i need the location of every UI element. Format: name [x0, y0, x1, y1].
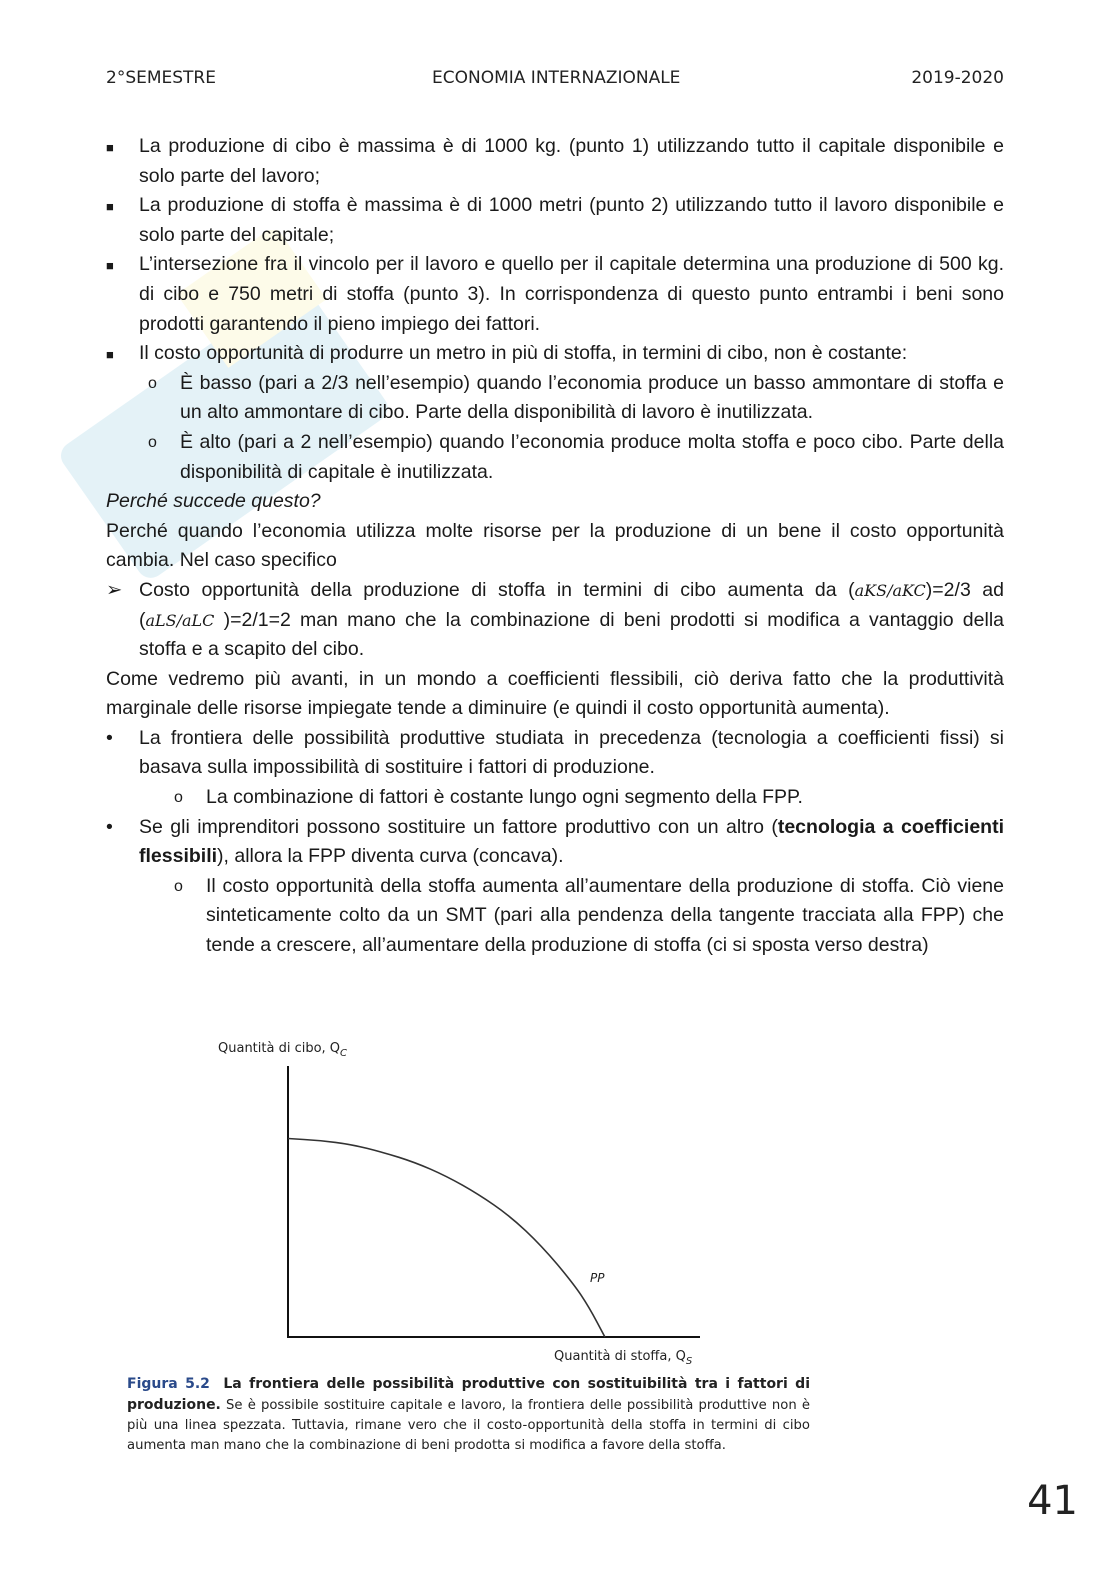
circle-bullet-icon: o — [148, 433, 157, 451]
question-heading: Perché succede questo? — [106, 490, 321, 513]
header-right: 2019-2020 — [911, 68, 1004, 88]
symbol-aks-akc: aKS/aKC — [854, 580, 926, 600]
sub-bullet-item: o È alto (pari a 2 nell’esempio) quando l’economia produce molta stoffa e poco cibo. Parte della disponibilità di capitale è inutilizzata. — [106, 428, 1004, 487]
sub-bullet-item: o Il costo opportunità della stoffa aumenta all’aumentare della produzione di stoffa. Ciò viene sinteticamente colto da un SMT (pari alla pendenza della tangente tracciata alla FPP) che tende a crescere, all’aumentare della produzione di stoffa (ci si sposta verso destra) — [106, 872, 1004, 961]
dot-bullet-icon: • — [106, 726, 113, 749]
bold-term: tecnologia a coefficienti flessibili — [139, 815, 1004, 868]
header-center: ECONOMIA INTERNAZIONALE — [432, 68, 681, 88]
sub-bullet-item: o È basso (pari a 2/3 nell’esempio) quando l’economia produce un basso ammontare di stoffa e un alto ammontare di cibo. Parte della disponibilità di lavoro è inutilizzata. — [106, 369, 1004, 428]
y-axis-label: Quantità di cibo, $Q_C$ — [218, 1041, 348, 1059]
curve-label-pp: PP — [590, 1271, 605, 1285]
figure-label: Figura 5.2 — [127, 1376, 210, 1392]
paragraph: Perché quando l’economia utilizza molte risorse per la produzione di un bene il costo opportunità cambia. Nel caso specifico — [106, 519, 1004, 572]
ppf-curve — [288, 1139, 605, 1338]
square-bullet-icon: ■ — [106, 140, 114, 155]
paragraph: Come vedremo più avanti, in un mondo a coefficienti flessibili, ciò deriva fatto che la produttività marginale delle risorse impiegate tende a diminuire (e quindi il costo opportunità aumenta). — [106, 667, 1004, 720]
dot-bullet-icon: • — [106, 815, 113, 838]
circle-bullet-icon: o — [174, 789, 183, 807]
sub-bullet-item: o La combinazione di fattori è costante lungo ogni segmento della FPP. — [106, 783, 1004, 813]
arrow-bullet-icon: ➢ — [106, 578, 123, 601]
caption-title: La frontiera delle possibilità produttive con sostituibilità tra i fattori di produzione. — [127, 1376, 810, 1413]
header-left: 2°SEMESTRE — [106, 68, 216, 88]
caption-text: Se è possibile sostituire capitale e lavoro, la frontiera delle possibilità produttive non è più una linea spezzata. Tuttavia, rimane vero che il costo-opportunità della stoffa in termini di cibo aumenta man mano che la combinazione di beni prodotta si modifica a favore della stoffa. — [127, 1398, 810, 1453]
square-bullet-icon: ■ — [106, 347, 114, 363]
circle-bullet-icon: o — [148, 374, 157, 392]
bullet-item: • Se gli imprenditori possono sostituire un fattore produttivo con un altro (tecnologia a coefficienti flessibili), allora la FPP diventa curva (concava). — [106, 813, 1004, 872]
square-bullet-icon: ■ — [106, 199, 114, 215]
x-axis-label: Quantità di stoffa, $Q_S$ — [554, 1349, 693, 1367]
symbol-als-alc: aLS/aLC — [145, 610, 215, 630]
circle-bullet-icon: o — [174, 877, 183, 895]
square-bullet-icon: ■ — [106, 258, 114, 274]
bullet-item: ■ L’intersezione fra il vincolo per il lavoro e quello per il capitale determina una produzione di 500 kg. di cibo e 750 metri di stoffa (punto 3). In corrispondenza di questo punto entrambi i beni sono prodotti garantendo il pieno impiego dei fattori. — [106, 253, 1004, 335]
bullet-item: • La frontiera delle possibilità produttive studiata in precedenza (tecnologia a coefficienti fissi) si basava sulla impossibilità di sostituire i fattori di produzione. — [106, 724, 1004, 783]
body-text — [106, 132, 1004, 961]
arrow-item: ➢ Costo opportunità della produzione di stoffa in termini di cibo aumenta da (aKS/aKC)=2/3 ad (aLS/aLC )=2/1=2 man mano che la combinazione di beni prodotti si modifica a vantaggio della stoffa e a scapito del cibo. — [106, 576, 1004, 665]
bullet-item: ■ Il costo opportunità di produrre un metro in più di stoffa, in termini di cibo, non è costante: — [106, 339, 1004, 369]
bullet-item: ■ La produzione di cibo è massima è di 1000 kg. (punto 1) utilizzando tutto il capitale disponibile e solo parte del lavoro; — [106, 135, 1004, 187]
figure-caption — [127, 1374, 810, 1456]
ppf-chart — [210, 1036, 810, 1376]
page-number: 41 — [1027, 1478, 1078, 1524]
bullet-item: ■ La produzione di stoffa è massima è di 1000 metri (punto 2) utilizzando tutto il lavoro disponibile e solo parte del capitale; — [106, 194, 1004, 246]
